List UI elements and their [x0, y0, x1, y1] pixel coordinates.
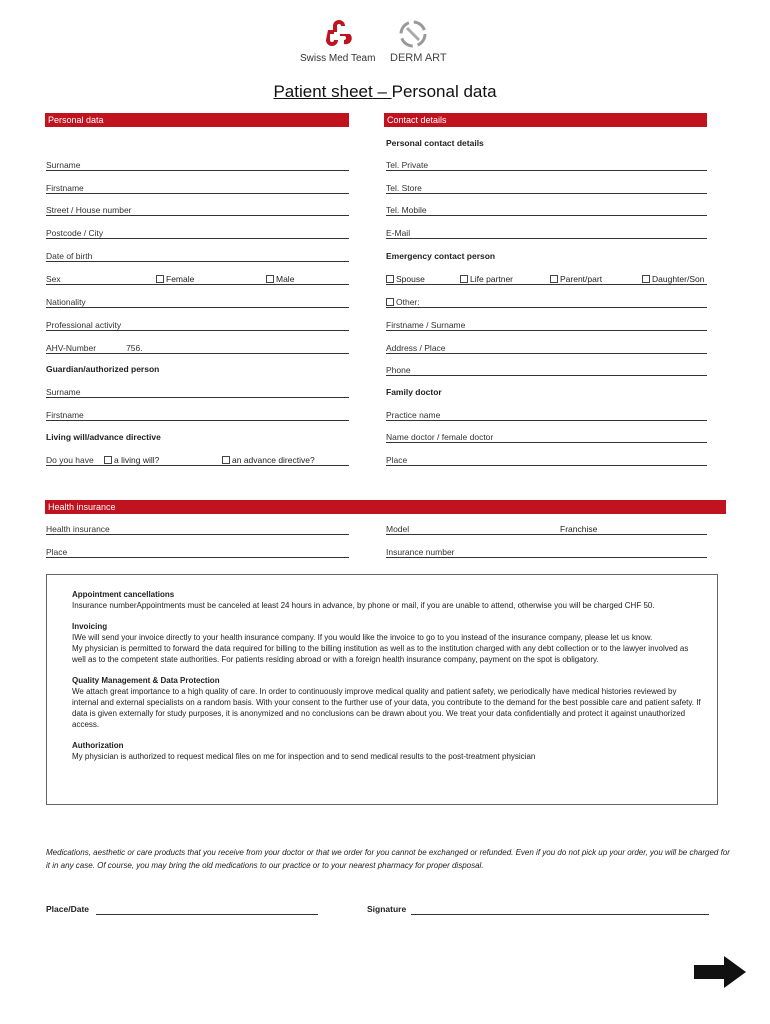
- daughter-son-label: Daughter/Son: [652, 274, 705, 284]
- family-doctor-heading: Family doctor: [386, 387, 442, 397]
- tel-private-field[interactable]: Tel. Private: [386, 160, 707, 171]
- logo-right-text: DERM ART: [390, 52, 447, 64]
- invoicing-heading: Invoicing: [72, 622, 108, 631]
- surname-field[interactable]: Surname: [46, 160, 349, 171]
- appointment-text: Insurance numberAppointments must be canceled at least 24 hours in advance, by phone or mail, if you are unable to attend, otherwise you will be charged CHF 50.: [72, 601, 655, 610]
- parent-label: Parent/part: [560, 274, 603, 284]
- other-checkbox[interactable]: [386, 298, 394, 306]
- emergency-phone-field[interactable]: Phone: [386, 365, 707, 376]
- doctor-name-field[interactable]: Name doctor / female doctor: [386, 432, 707, 443]
- postcode-field[interactable]: Postcode / City: [46, 228, 349, 239]
- living-will-heading: Living will/advance directive: [46, 432, 161, 442]
- advance-directive-option[interactable]: [222, 455, 315, 466]
- personal-contact-heading: Personal contact details: [386, 138, 484, 148]
- page-title: [0, 82, 770, 102]
- arrow-right-icon[interactable]: [692, 954, 748, 990]
- title-bold: Patient sheet: [273, 82, 373, 101]
- model-label: Model: [386, 524, 410, 534]
- logo-left-text: Swiss Med Team: [300, 53, 376, 64]
- guardian-firstname-field[interactable]: Firstname: [46, 410, 349, 421]
- firstname-field[interactable]: Firstname: [46, 183, 349, 194]
- do-you-have-label: Do you have: [46, 455, 94, 465]
- title-separator: –: [372, 82, 392, 101]
- ahv-prefix: 756.: [126, 343, 143, 353]
- authorization-heading: Authorization: [72, 741, 124, 750]
- life-partner-checkbox[interactable]: [460, 275, 468, 283]
- ahv-field[interactable]: [46, 343, 349, 354]
- sex-row: [46, 274, 349, 285]
- quality-heading: Quality Management & Data Protection: [72, 676, 220, 685]
- signature-line[interactable]: [411, 904, 709, 915]
- ahv-label: AHV-Number: [46, 343, 97, 353]
- sex-label: Sex: [46, 274, 61, 284]
- doctor-place-field[interactable]: Place: [386, 455, 707, 466]
- personal-data-bar: Personal data: [45, 113, 349, 127]
- guardian-heading: Guardian/authorized person: [46, 364, 160, 374]
- daughter-son-checkbox[interactable]: [642, 275, 650, 283]
- parent-checkbox[interactable]: [550, 275, 558, 283]
- parent-option[interactable]: [550, 274, 602, 285]
- male-option[interactable]: [266, 274, 294, 285]
- header-logos: [300, 18, 460, 68]
- contact-details-bar: Contact details: [384, 113, 707, 127]
- spouse-option[interactable]: [386, 274, 425, 285]
- profession-field[interactable]: Professional activity: [46, 320, 349, 331]
- advance-directive-checkbox[interactable]: [222, 456, 230, 464]
- invoicing-text-2: My physician is permitted to forward the data required for billing to the billing institution as well as to the institution charged with any debt collection or to the lawyer involved as well as to the competent state authorities. For patients residing abroad or with a foreign health insurance company, payment on the spot is obligatory.: [72, 644, 689, 664]
- life-partner-option[interactable]: [460, 274, 513, 285]
- advance-directive-label: an advance directive?: [232, 455, 315, 465]
- other-field[interactable]: [386, 297, 707, 308]
- male-checkbox[interactable]: [266, 275, 274, 283]
- living-will-option[interactable]: [104, 455, 159, 466]
- spouse-label: Spouse: [396, 274, 425, 284]
- practice-name-field[interactable]: Practice name: [386, 410, 707, 421]
- signature-label: Signature: [367, 904, 407, 914]
- swiss-med-team-logo: [322, 18, 356, 48]
- daughter-son-option[interactable]: [642, 274, 704, 285]
- model-field[interactable]: [386, 524, 707, 535]
- health-insurance-field[interactable]: Health insurance: [46, 524, 349, 535]
- emergency-address-field[interactable]: Address / Place: [386, 343, 707, 354]
- insurance-place-field[interactable]: Place: [46, 547, 349, 558]
- street-field[interactable]: Street / House number: [46, 205, 349, 216]
- guardian-surname-field[interactable]: Surname: [46, 387, 349, 398]
- emergency-heading: Emergency contact person: [386, 251, 496, 261]
- derm-art-logo: [398, 20, 428, 48]
- living-will-label: a living will?: [114, 455, 160, 465]
- authorization-text: My physician is authorized to request medical files on me for inspection and to send medical results to the post-treatment physician: [72, 752, 536, 761]
- tel-store-field[interactable]: Tel. Store: [386, 183, 707, 194]
- spouse-checkbox[interactable]: [386, 275, 394, 283]
- refund-notice: Medications, aesthetic or care products that you receive from your doctor or that we order for you cannot be exchanged or refunded. Even if you do not pick up your order, you will be charged for it in any case. Of course, you may bring the old medications to our practice or to your nearest pharmacy for proper disposal.: [46, 848, 730, 870]
- invoicing-text-1: IWe will send your invoice directly to your health insurance company. If you would like the invoice to go to you instead of the insurance company, please let us know.: [72, 633, 653, 642]
- email-field[interactable]: E-Mail: [386, 228, 707, 239]
- living-will-checkbox[interactable]: [104, 456, 112, 464]
- nationality-field[interactable]: Nationality: [46, 297, 349, 308]
- place-date-line[interactable]: [96, 904, 318, 915]
- place-date-label: Place/Date: [46, 904, 89, 914]
- female-checkbox[interactable]: [156, 275, 164, 283]
- male-label: Male: [276, 274, 295, 284]
- terms-box: [46, 574, 718, 805]
- life-partner-label: Life partner: [470, 274, 513, 284]
- female-label: Female: [166, 274, 195, 284]
- insurance-number-field[interactable]: Insurance number: [386, 547, 707, 558]
- quality-text: We attach great importance to a high quality of care. In order to continuously improve medical quality and patient safety, we periodically have medical histories reviewed by internal and external specialists on a random basis. With your consent to the further use of your data, you contribute to the demand for the best possible care and patient safety. If data is given externally for study purposes, it is anonymized and no conclusions can be drawn about you. We treat your data confidentially and protect it against unauthorized access.: [72, 687, 701, 729]
- emergency-name-field[interactable]: Firstname / Surname: [386, 320, 707, 331]
- title-normal: Personal data: [391, 82, 497, 101]
- franchise-label[interactable]: Franchise: [560, 524, 598, 534]
- health-insurance-bar: Health insurance: [45, 500, 726, 514]
- female-option[interactable]: [156, 274, 194, 285]
- dob-field[interactable]: Date of birth: [46, 251, 349, 262]
- other-label: Other:: [396, 297, 420, 307]
- tel-mobile-field[interactable]: Tel. Mobile: [386, 205, 707, 216]
- appointment-heading: Appointment cancellations: [72, 590, 175, 599]
